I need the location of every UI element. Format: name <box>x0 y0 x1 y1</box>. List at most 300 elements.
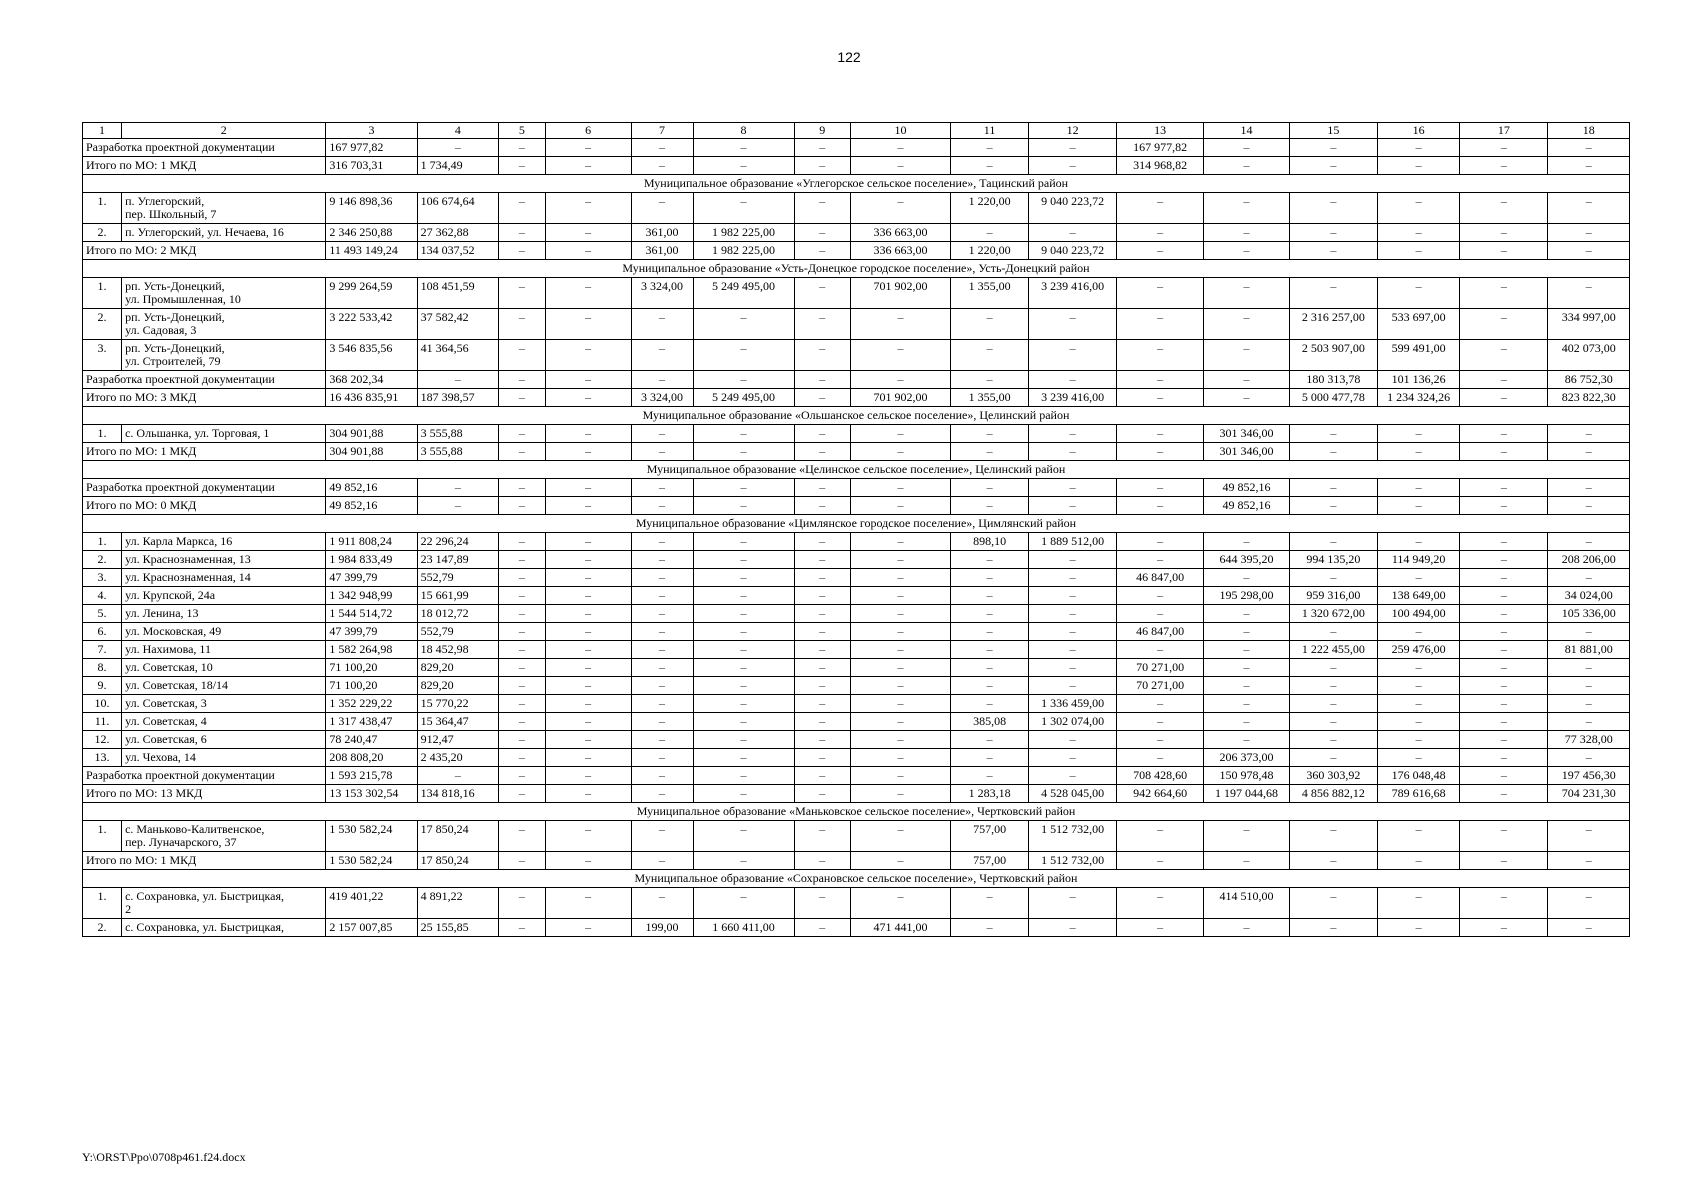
summary-label: Итого по МО: 13 МКД <box>83 785 326 803</box>
value-cell: – <box>1289 497 1377 515</box>
value-cell: – <box>851 605 951 623</box>
value-cell: – <box>1460 278 1548 309</box>
address-cell: рп. Усть-Донецкий, ул. Промышленная, 10 <box>122 278 326 309</box>
value-cell: – <box>499 677 546 695</box>
value-cell: – <box>545 371 631 389</box>
value-cell: 15 770,22 <box>417 695 498 713</box>
value-cell: 47 399,79 <box>326 569 417 587</box>
value-cell: 78 240,47 <box>326 731 417 749</box>
value-cell: – <box>794 785 850 803</box>
summary-label: Итого по МО: 1 МКД <box>83 852 326 870</box>
value-cell: – <box>1117 309 1204 340</box>
value-cell: – <box>1289 731 1377 749</box>
value-cell: 106 674,64 <box>417 193 498 224</box>
value-cell: – <box>950 677 1028 695</box>
value-cell: – <box>1204 139 1290 157</box>
value-cell: – <box>1289 139 1377 157</box>
value-cell: – <box>794 713 850 731</box>
value-cell: 18 452,98 <box>417 641 498 659</box>
value-cell: 3 239 416,00 <box>1029 278 1117 309</box>
value-cell: – <box>1289 425 1377 443</box>
value-cell: – <box>851 695 951 713</box>
value-cell: – <box>794 677 850 695</box>
value-cell: 15 364,47 <box>417 713 498 731</box>
value-cell: – <box>1460 193 1548 224</box>
value-cell: 994 135,20 <box>1289 551 1377 569</box>
value-cell: 2 435,20 <box>417 749 498 767</box>
summary-label: Итого по МО: 0 МКД <box>83 497 326 515</box>
value-cell: – <box>1117 713 1204 731</box>
value-cell: 1 582 264,98 <box>326 641 417 659</box>
value-cell: – <box>1548 623 1630 641</box>
value-cell: 86 752,30 <box>1548 371 1630 389</box>
value-cell: 1 234 324,26 <box>1377 389 1460 407</box>
value-cell: – <box>1377 713 1460 731</box>
value-cell: – <box>1377 659 1460 677</box>
value-cell: – <box>499 659 546 677</box>
row-number: 1. <box>83 533 122 551</box>
value-cell: – <box>1460 767 1548 785</box>
value-cell: – <box>1117 551 1204 569</box>
value-cell: – <box>499 605 546 623</box>
value-cell: – <box>1029 569 1117 587</box>
row-number: 6. <box>83 623 122 641</box>
value-cell: – <box>545 139 631 157</box>
value-cell: – <box>1289 623 1377 641</box>
value-cell: – <box>693 479 794 497</box>
value-cell: – <box>1377 569 1460 587</box>
column-header: 13 <box>1117 123 1204 139</box>
value-cell: – <box>1548 533 1630 551</box>
table-row <box>83 340 1630 371</box>
value-cell: – <box>545 309 631 340</box>
value-cell: – <box>1117 389 1204 407</box>
value-cell: – <box>631 425 693 443</box>
budget-table <box>82 122 1630 937</box>
value-cell: – <box>693 852 794 870</box>
address-cell: ул. Ленина, 13 <box>122 605 326 623</box>
value-cell: – <box>499 533 546 551</box>
row-number: 5. <box>83 605 122 623</box>
value-cell: – <box>851 641 951 659</box>
value-cell: – <box>499 157 546 175</box>
value-cell: – <box>851 677 951 695</box>
value-cell: 37 582,42 <box>417 309 498 340</box>
value-cell: – <box>693 695 794 713</box>
value-cell: – <box>631 605 693 623</box>
value-cell: 17 850,24 <box>417 821 498 852</box>
value-cell: – <box>1029 371 1117 389</box>
value-cell: – <box>545 587 631 605</box>
value-cell: – <box>1377 479 1460 497</box>
value-cell: 3 324,00 <box>631 278 693 309</box>
row-number: 1. <box>83 193 122 224</box>
value-cell: 5 249 495,00 <box>693 389 794 407</box>
value-cell: – <box>417 767 498 785</box>
value-cell: – <box>1204 309 1290 340</box>
value-cell: – <box>1289 569 1377 587</box>
address-cell: ул. Советская, 4 <box>122 713 326 731</box>
value-cell: 11 493 149,24 <box>326 242 417 260</box>
value-cell: – <box>1289 157 1377 175</box>
value-cell: – <box>794 569 850 587</box>
value-cell: 701 902,00 <box>851 278 951 309</box>
value-cell: 599 491,00 <box>1377 340 1460 371</box>
value-cell: 1 593 215,78 <box>326 767 417 785</box>
value-cell: – <box>1377 193 1460 224</box>
value-cell: – <box>950 888 1028 919</box>
value-cell: 9 040 223,72 <box>1029 242 1117 260</box>
value-cell: – <box>950 157 1028 175</box>
value-cell: – <box>545 157 631 175</box>
row-number: 3. <box>83 340 122 371</box>
value-cell: – <box>794 371 850 389</box>
value-cell: 108 451,59 <box>417 278 498 309</box>
value-cell: – <box>794 193 850 224</box>
table-row <box>83 641 1630 659</box>
table-row <box>83 713 1630 731</box>
address-cell: с. Сохрановка, ул. Быстрицкая, 2 <box>122 888 326 919</box>
value-cell: – <box>794 157 850 175</box>
column-header: 12 <box>1029 123 1117 139</box>
value-cell: – <box>950 497 1028 515</box>
value-cell: – <box>1029 641 1117 659</box>
value-cell: 829,20 <box>417 677 498 695</box>
value-cell: – <box>499 731 546 749</box>
value-cell: – <box>631 139 693 157</box>
value-cell: – <box>1460 821 1548 852</box>
value-cell: – <box>545 852 631 870</box>
value-cell: – <box>1548 139 1630 157</box>
value-cell: – <box>1117 731 1204 749</box>
table-row <box>83 731 1630 749</box>
value-cell: – <box>631 695 693 713</box>
value-cell: – <box>1029 340 1117 371</box>
value-cell: – <box>1377 224 1460 242</box>
value-cell: – <box>1460 309 1548 340</box>
value-cell: 1 889 512,00 <box>1029 533 1117 551</box>
value-cell: – <box>545 749 631 767</box>
value-cell: 301 346,00 <box>1204 443 1290 461</box>
table-row <box>83 605 1630 623</box>
table-row <box>83 677 1630 695</box>
table-row <box>83 533 1630 551</box>
value-cell: 77 328,00 <box>1548 731 1630 749</box>
value-cell: – <box>545 785 631 803</box>
value-cell: 414 510,00 <box>1204 888 1290 919</box>
value-cell: – <box>1204 533 1290 551</box>
value-cell: – <box>1548 569 1630 587</box>
value-cell: – <box>545 533 631 551</box>
section-title: Муниципальное образование «Целинское сельское поселение», Целинский район <box>83 461 1630 479</box>
value-cell: – <box>499 551 546 569</box>
section-header-row <box>83 515 1630 533</box>
value-cell: – <box>1289 677 1377 695</box>
value-cell: 1 530 582,24 <box>326 852 417 870</box>
value-cell: – <box>851 139 951 157</box>
summary-label: Разработка проектной документации <box>83 479 326 497</box>
row-number: 2. <box>83 224 122 242</box>
value-cell: – <box>631 888 693 919</box>
address-cell: с. Ольшанка, ул. Торговая, 1 <box>122 425 326 443</box>
value-cell: 1 512 732,00 <box>1029 821 1117 852</box>
value-cell: 2 503 907,00 <box>1289 340 1377 371</box>
value-cell: – <box>794 888 850 919</box>
value-cell: – <box>693 309 794 340</box>
value-cell: 3 222 533,42 <box>326 309 417 340</box>
value-cell: – <box>631 309 693 340</box>
summary-row <box>83 497 1630 515</box>
row-number: 8. <box>83 659 122 677</box>
summary-label: Разработка проектной документации <box>83 767 326 785</box>
table-row <box>83 425 1630 443</box>
value-cell: 4 528 045,00 <box>1029 785 1117 803</box>
value-cell: – <box>1289 852 1377 870</box>
column-header: 7 <box>631 123 693 139</box>
value-cell: – <box>499 479 546 497</box>
address-cell: с. Сохрановка, ул. Быстрицкая, <box>122 919 326 937</box>
value-cell: – <box>631 569 693 587</box>
value-cell: – <box>1204 605 1290 623</box>
value-cell: – <box>1117 371 1204 389</box>
value-cell: – <box>499 139 546 157</box>
value-cell: – <box>851 551 951 569</box>
address-cell: ул. Советская, 10 <box>122 659 326 677</box>
value-cell: – <box>851 587 951 605</box>
value-cell: 304 901,88 <box>326 425 417 443</box>
value-cell: – <box>1204 919 1290 937</box>
value-cell: – <box>851 157 951 175</box>
address-cell: ул. Карла Маркса, 16 <box>122 533 326 551</box>
value-cell: – <box>1204 695 1290 713</box>
value-cell: 167 977,82 <box>1117 139 1204 157</box>
value-cell: – <box>499 443 546 461</box>
value-cell: – <box>1204 193 1290 224</box>
value-cell: 197 456,30 <box>1548 767 1630 785</box>
value-cell: – <box>693 641 794 659</box>
value-cell: 138 649,00 <box>1377 587 1460 605</box>
section-header-row <box>83 407 1630 425</box>
row-number: 7. <box>83 641 122 659</box>
value-cell: 71 100,20 <box>326 659 417 677</box>
summary-row <box>83 371 1630 389</box>
value-cell: – <box>693 551 794 569</box>
table-row <box>83 919 1630 937</box>
value-cell: – <box>1548 242 1630 260</box>
value-cell: – <box>1460 157 1548 175</box>
summary-label: Итого по МО: 2 МКД <box>83 242 326 260</box>
value-cell: – <box>1460 479 1548 497</box>
value-cell: – <box>545 659 631 677</box>
row-number: 9. <box>83 677 122 695</box>
value-cell: – <box>1117 852 1204 870</box>
row-number: 1. <box>83 425 122 443</box>
value-cell: 942 664,60 <box>1117 785 1204 803</box>
value-cell: – <box>545 677 631 695</box>
value-cell: – <box>1548 677 1630 695</box>
value-cell: 81 881,00 <box>1548 641 1630 659</box>
value-cell: – <box>1377 749 1460 767</box>
value-cell: 314 968,82 <box>1117 157 1204 175</box>
value-cell: – <box>1117 641 1204 659</box>
value-cell: – <box>794 767 850 785</box>
value-cell: 552,79 <box>417 623 498 641</box>
value-cell: – <box>1548 821 1630 852</box>
column-header: 6 <box>545 123 631 139</box>
column-number-row <box>83 123 1630 139</box>
value-cell: – <box>1289 919 1377 937</box>
value-cell: 336 663,00 <box>851 224 951 242</box>
value-cell: – <box>499 623 546 641</box>
value-cell: – <box>794 139 850 157</box>
value-cell: 402 073,00 <box>1548 340 1630 371</box>
value-cell: – <box>1289 479 1377 497</box>
value-cell: – <box>631 659 693 677</box>
value-cell: 101 136,26 <box>1377 371 1460 389</box>
value-cell: – <box>1117 605 1204 623</box>
value-cell: 708 428,60 <box>1117 767 1204 785</box>
value-cell: – <box>631 479 693 497</box>
value-cell: – <box>950 139 1028 157</box>
value-cell: – <box>693 157 794 175</box>
value-cell: 4 856 882,12 <box>1289 785 1377 803</box>
value-cell: – <box>851 623 951 641</box>
value-cell: – <box>1029 224 1117 242</box>
value-cell: – <box>545 731 631 749</box>
value-cell: 1 342 948,99 <box>326 587 417 605</box>
value-cell: – <box>545 389 631 407</box>
row-number: 4. <box>83 587 122 605</box>
value-cell: – <box>1548 278 1630 309</box>
value-cell: 471 441,00 <box>851 919 951 937</box>
column-header: 18 <box>1548 123 1630 139</box>
value-cell: – <box>950 587 1028 605</box>
value-cell: – <box>499 852 546 870</box>
value-cell: – <box>631 371 693 389</box>
value-cell: – <box>631 785 693 803</box>
value-cell: 167 977,82 <box>326 139 417 157</box>
value-cell: – <box>1460 852 1548 870</box>
value-cell: 385,08 <box>950 713 1028 731</box>
value-cell: 301 346,00 <box>1204 425 1290 443</box>
value-cell: – <box>499 371 546 389</box>
value-cell: 3 555,88 <box>417 443 498 461</box>
value-cell: – <box>1204 713 1290 731</box>
value-cell: 134 037,52 <box>417 242 498 260</box>
row-number: 13. <box>83 749 122 767</box>
value-cell: – <box>794 309 850 340</box>
value-cell: 150 978,48 <box>1204 767 1290 785</box>
section-title: Муниципальное образование «Сохрановское сельское поселение», Чертковский район <box>83 870 1630 888</box>
value-cell: – <box>1289 659 1377 677</box>
value-cell: 3 546 835,56 <box>326 340 417 371</box>
value-cell: 15 661,99 <box>417 587 498 605</box>
value-cell: – <box>794 919 850 937</box>
value-cell: – <box>1460 641 1548 659</box>
value-cell: – <box>693 425 794 443</box>
value-cell: 187 398,57 <box>417 389 498 407</box>
value-cell: 1 302 074,00 <box>1029 713 1117 731</box>
value-cell: 1 530 582,24 <box>326 821 417 852</box>
value-cell: – <box>1460 551 1548 569</box>
value-cell: – <box>851 340 951 371</box>
value-cell: – <box>1377 852 1460 870</box>
row-number: 1. <box>83 888 122 919</box>
value-cell: – <box>950 641 1028 659</box>
value-cell: – <box>1460 623 1548 641</box>
value-cell: – <box>1377 157 1460 175</box>
section-header-row <box>83 803 1630 821</box>
value-cell: – <box>1460 605 1548 623</box>
value-cell: – <box>1204 852 1290 870</box>
value-cell: – <box>950 623 1028 641</box>
value-cell: – <box>1460 695 1548 713</box>
value-cell: – <box>631 157 693 175</box>
value-cell: – <box>631 497 693 515</box>
value-cell: – <box>1377 533 1460 551</box>
summary-row <box>83 852 1630 870</box>
value-cell: 27 362,88 <box>417 224 498 242</box>
value-cell: – <box>1204 224 1290 242</box>
row-number: 1. <box>83 278 122 309</box>
value-cell: – <box>851 731 951 749</box>
column-header: 4 <box>417 123 498 139</box>
value-cell: – <box>851 888 951 919</box>
value-cell: 3 324,00 <box>631 389 693 407</box>
value-cell: – <box>851 785 951 803</box>
value-cell: – <box>1460 587 1548 605</box>
value-cell: – <box>545 821 631 852</box>
value-cell: – <box>499 821 546 852</box>
value-cell: 5 249 495,00 <box>693 278 794 309</box>
value-cell: – <box>1117 587 1204 605</box>
value-cell: 3 555,88 <box>417 425 498 443</box>
value-cell: 4 891,22 <box>417 888 498 919</box>
value-cell: 134 818,16 <box>417 785 498 803</box>
address-cell: рп. Усть-Донецкий, ул. Садовая, 3 <box>122 309 326 340</box>
value-cell: 18 012,72 <box>417 605 498 623</box>
value-cell: – <box>950 659 1028 677</box>
value-cell: – <box>851 371 951 389</box>
value-cell: – <box>1029 677 1117 695</box>
page-number: 122 <box>837 49 861 65</box>
table-row <box>83 551 1630 569</box>
value-cell: 316 703,31 <box>326 157 417 175</box>
value-cell: – <box>950 371 1028 389</box>
value-cell: – <box>545 919 631 937</box>
value-cell: 70 271,00 <box>1117 677 1204 695</box>
value-cell: – <box>1548 157 1630 175</box>
value-cell: 2 157 007,85 <box>326 919 417 937</box>
value-cell: – <box>631 551 693 569</box>
value-cell: – <box>545 713 631 731</box>
address-cell: ул. Чехова, 14 <box>122 749 326 767</box>
value-cell: 1 336 459,00 <box>1029 695 1117 713</box>
value-cell: – <box>417 139 498 157</box>
value-cell: – <box>1548 193 1630 224</box>
address-cell: п. Углегорский, ул. Нечаева, 16 <box>122 224 326 242</box>
value-cell: 46 847,00 <box>1117 623 1204 641</box>
value-cell: – <box>545 340 631 371</box>
value-cell: – <box>950 569 1028 587</box>
row-number: 2. <box>83 919 122 937</box>
value-cell: – <box>693 888 794 919</box>
row-number: 3. <box>83 569 122 587</box>
value-cell: – <box>1460 389 1548 407</box>
table-row <box>83 587 1630 605</box>
value-cell: – <box>1377 695 1460 713</box>
value-cell: – <box>950 443 1028 461</box>
